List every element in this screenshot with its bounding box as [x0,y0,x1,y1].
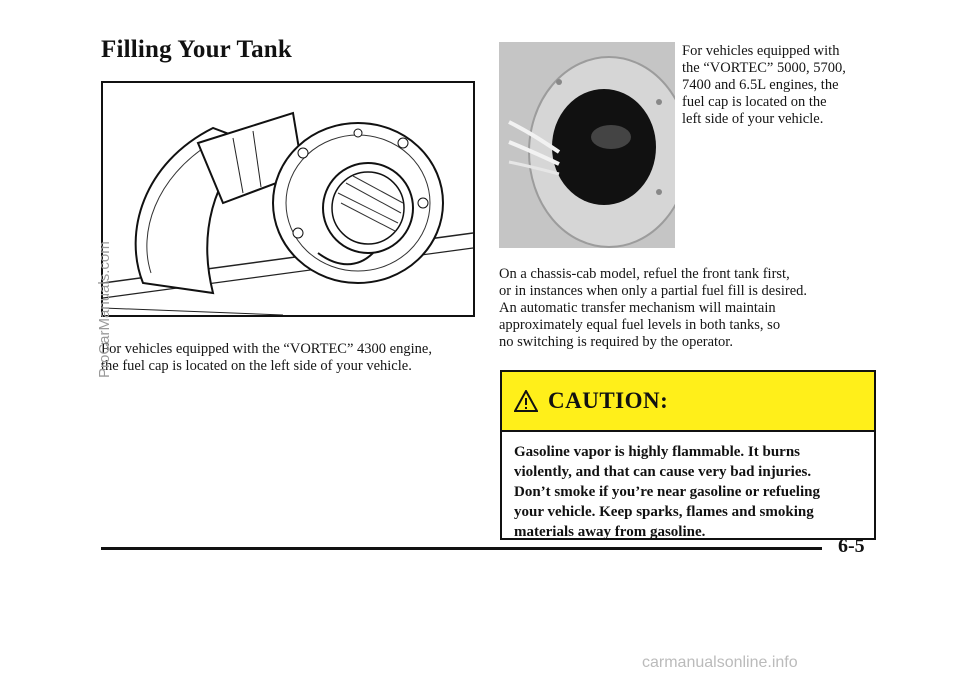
caption-line: For vehicles equipped with [682,43,840,59]
side-watermark: ProCarManuals.com [96,241,113,378]
caption-line: the “VORTEC” 5000, 5700, [682,60,846,76]
bottom-watermark: carmanualsonline.info [642,654,798,671]
paragraph-line: On a chassis-cab model, refuel the front tank first, [499,266,790,282]
page-title: Filling Your Tank [101,36,292,63]
caution-line: materials away from gasoline. [514,524,706,540]
chassis-cab-paragraph [499,266,879,351]
caution-line: violently, and that can cause very bad injuries. [514,464,812,480]
caution-text [502,432,874,542]
paragraph-line: no switching is required by the operator. [499,334,733,350]
left-illustration-caption [101,341,481,375]
footer-rule [101,547,822,550]
caption-line: 7400 and 6.5L engines, the [682,77,839,93]
caption-line: left side of your vehicle. [682,111,824,127]
caution-heading: CAUTION: [548,388,669,413]
caption-line: the fuel cap is located on the left side of your vehicle. [101,358,412,374]
caption-line: For vehicles equipped with the “VORTEC” 4300 engine, [101,341,432,357]
caution-line: Don’t smoke if you’re near gasoline or refueling [514,484,820,500]
page-number: 6-5 [838,535,865,557]
paragraph-line: or in instances when only a partial fuel fill is desired. [499,283,808,299]
caution-box [500,370,876,540]
caption-line: fuel cap is located on the [682,94,827,110]
paragraph-line: approximately equal fuel levels in both tanks, so [499,317,781,333]
fuel-cap-photo [499,42,675,248]
caution-line: Gasoline vapor is highly flammable. It burns [514,444,801,460]
paragraph-line: An automatic transfer mechanism will maintain [499,300,776,316]
warning-triangle-icon [514,390,538,412]
caution-header [502,372,874,432]
fuel-door-drawing [103,83,473,315]
caution-line: your vehicle. Keep sparks, flames and smoking [514,504,814,520]
fuel-cap-photo-drawing [499,42,675,248]
fuel-door-illustration [101,81,475,317]
right-photo-caption [682,43,882,128]
